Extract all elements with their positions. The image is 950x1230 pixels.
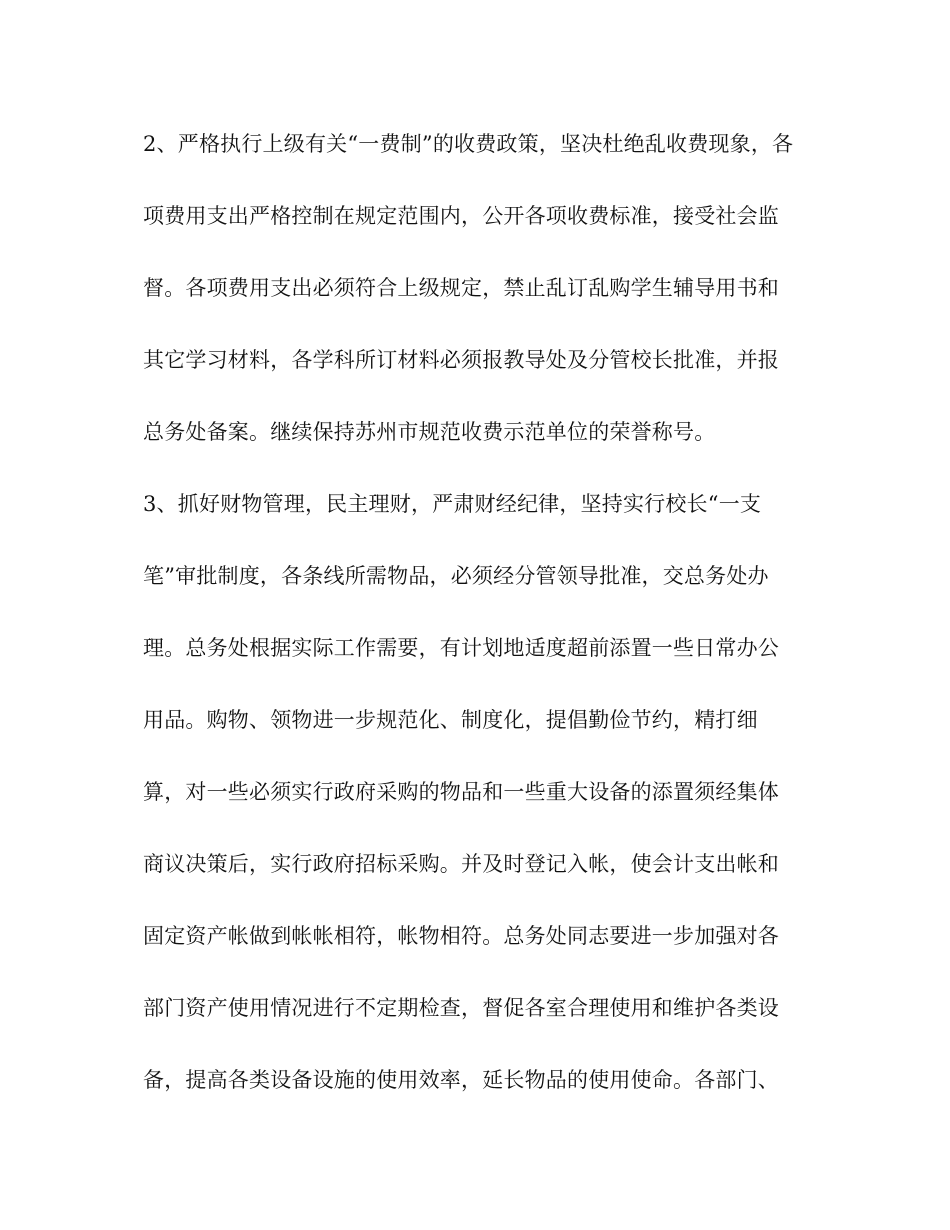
text-line: 理。总务处根据实际工作需要，有计划地适度超前添置一些日常办公 [143, 636, 779, 660]
text-line: 固定资产帐做到帐帐相符，帐物相符。总务处同志要进一步加强对各 [143, 924, 779, 948]
text-line: 2、严格执行上级有关“一费制”的收费政策，坚决杜绝乱收费现象，各 [143, 132, 794, 156]
text-line: 其它学习材料，各学科所订材料必须报教导处及分管校长批准，并报 [143, 348, 779, 372]
text-line: 督。各项费用支出必须符合上级规定，禁止乱订乱购学生辅导用书和 [143, 276, 779, 300]
text-line: 用品。购物、领物进一步规范化、制度化，提倡勤俭节约，精打细 [143, 708, 758, 732]
text-line: 笔”审批制度，各条线所需物品，必须经分管领导批准，交总务处办 [143, 564, 769, 588]
text-line: 算，对一些必须实行政府采购的物品和一些重大设备的添置须经集体 [143, 780, 779, 804]
text-line: 项费用支出严格控制在规定范围内，公开各项收费标准，接受社会监 [143, 204, 779, 228]
text-line: 部门资产使用情况进行不定期检查，督促各室合理使用和维护各类设 [143, 996, 779, 1020]
text-line: 备，提高各类设备设施的使用效率，延长物品的使用使命。各部门、 [143, 1068, 779, 1092]
text-line: 总务处备案。继续保持苏州市规范收费示范单位的荣誉称号。 [143, 420, 716, 444]
text-line: 3、抓好财物管理，民主理财，严肃财经纪律，坚持实行校长“一支 [143, 492, 762, 516]
text-line: 商议决策后，实行政府招标采购。并及时登记入帐，使会计支出帐和 [143, 852, 779, 876]
